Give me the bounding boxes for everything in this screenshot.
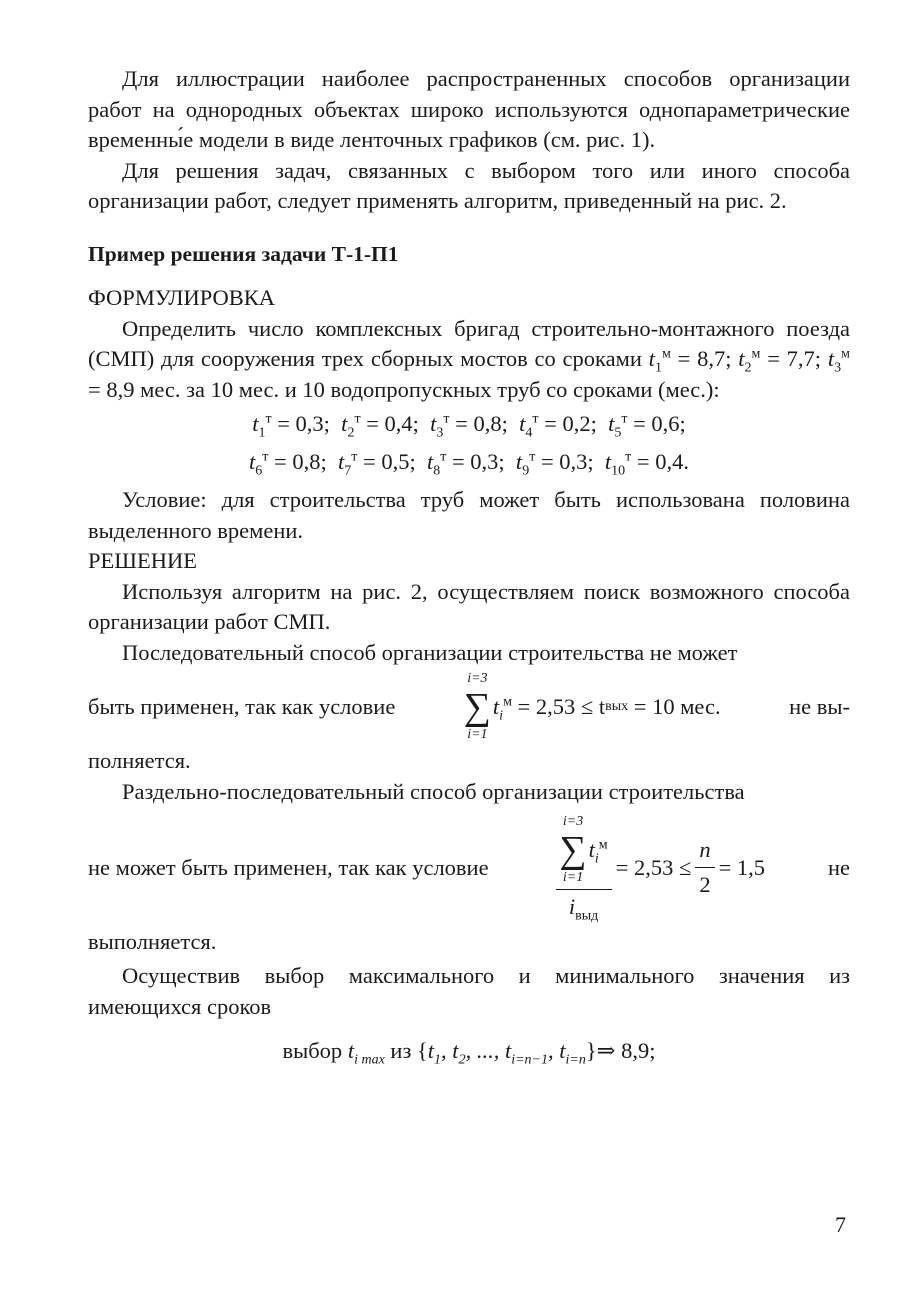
formulation-label: ФОРМУЛИРОВКА	[88, 285, 276, 310]
pipe-durations-row-2	[88, 443, 850, 481]
pipe-duration-9: $t_9^т = 0,3$;	[515, 449, 605, 479]
pipe-duration-5: $t_5^т = 0,6$;	[608, 411, 686, 441]
pipe-duration-8: $t_8^т = 0,3$;	[426, 449, 516, 479]
condition-trail-2: не	[827, 854, 850, 880]
solution-step-4: Осуществив выбор максимального и минимального значения из имеющихся сроков	[88, 963, 850, 1019]
separate-sequential-condition	[88, 813, 850, 923]
pipe-duration-1: $t_1^т = 0,3$;	[252, 411, 342, 441]
solution-step-3-end: выполняется.	[88, 928, 217, 954]
formulation-text: Определить число комплексных бригад строительно-монтажного поезда (СМП) для сооружения трех сборных мостов со сроками $t_1^м = 8,7$; $t_2^м = 7,7$; $t_3^м = 8,9$ мес. за 10 мес. и 10 водопропускных труб со сроками (мес.):	[88, 315, 850, 402]
section-heading: Пример решения задачи Т-1-П1	[88, 241, 399, 266]
pipe-duration-10: $t_{10}^т = 0,4$.	[604, 449, 689, 479]
pipe-duration-3: $t_3^т = 0,8$;	[430, 411, 520, 441]
sum-sigma: i=3 ∑ i=1	[463, 671, 491, 742]
sum-fraction: i=3 ∑ i=1 $t_i^м$ $i_{выд}$	[556, 813, 612, 923]
bridge-duration-2: $t_2^м = 7,7$;	[738, 346, 828, 376]
sum-formula: i=3 ∑ i=1 $t_i^м$ = 2,53 ≤ t вых = 10 мес.	[463, 671, 721, 742]
bridge-duration-1: $t_1^м = 8,7$;	[648, 346, 739, 376]
condition-text: Условие: для строительства труб может быть использована половина выделенного времени.	[88, 487, 850, 543]
fraction-formula: i=3 ∑ i=1 $t_i^м$ $i_{выд}$ = 2,53 ≤ $\frac{n}{2}$ = 1,5	[552, 813, 765, 923]
bridge-duration-3: $t_3^м = 8,9$	[88, 346, 850, 402]
pipe-durations-row-1	[88, 405, 850, 443]
paragraph-algorithm: Для решения задач, связанных с выбором того или иного способа организации работ, следует применять алгоритм, приведенный на рис. 2.	[88, 157, 850, 213]
sequential-condition	[88, 670, 850, 744]
condition-trail: не вы-	[789, 693, 850, 719]
condition-lead-2: не может быть применен, так как условие	[88, 854, 489, 880]
solution-label: РЕШЕНИЕ	[88, 548, 197, 573]
solution-step-1: Используя алгоритм на рис. 2, осуществляем поиск возможного способа организации работ СМП.	[88, 578, 850, 634]
solution-step-2-end: полняется.	[88, 748, 191, 773]
solution-step-2: Последовательный способ организации строительства не может	[122, 639, 738, 665]
pipe-duration-7: $t_7^т = 0,5$;	[337, 449, 427, 479]
page-number: 7	[835, 1212, 846, 1237]
pipe-duration-2: $t_2^т = 0,4$;	[341, 411, 431, 441]
pipe-duration-6: $t_6^т = 0,8$;	[249, 449, 338, 479]
choice-formula: выбор $t_{i max}$ из {$t_1$, $t_2$, ..., $t_{i=n-1}$, $t_{i=n}\}\Rightarrow$ 8,9;	[282, 1038, 656, 1068]
page-body	[88, 64, 850, 1070]
condition-lead: быть применен, так как условие	[88, 693, 396, 719]
pipe-duration-4: $t_4^т = 0,2$;	[519, 411, 609, 441]
n-over-two-fraction: $\frac{n}{2}$	[695, 835, 714, 901]
solution-step-3: Раздельно-последовательный способ организации строительства	[122, 778, 745, 804]
paragraph-intro: Для иллюстрации наиболее распространенных способов организации работ на однородных объектах широко используются однопараметрические временны́е модели в виде ленточных графиков (см. рис. 1).	[88, 66, 850, 152]
